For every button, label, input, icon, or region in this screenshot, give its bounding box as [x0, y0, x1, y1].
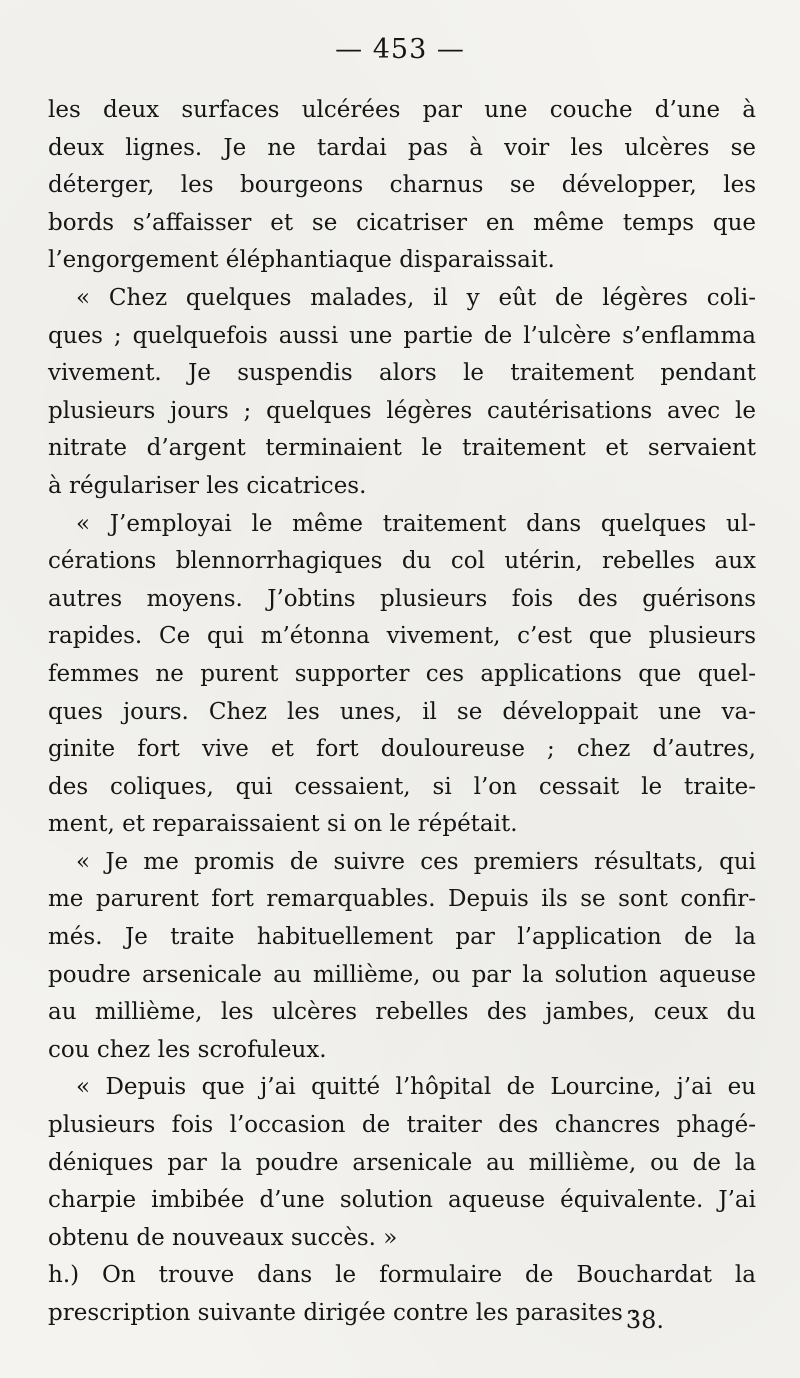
- text-line: charpie imbibée d’une solution aqueuse équivalente. J’ai: [48, 1187, 756, 1214]
- text-line: prescription suivante dirigée contre les parasites :: [48, 1300, 638, 1326]
- text-line: au millième, les ulcères rebelles des jambes, ceux du: [48, 999, 756, 1026]
- text-line: cérations blennorrhagiques du col utérin, rebelles aux: [48, 548, 756, 575]
- text-line: més. Je traite habituellement par l’application de la: [48, 924, 756, 951]
- text-line: déterger, les bourgeons charnus se développer, les: [48, 172, 756, 199]
- text-line: à régulariser les cicatrices.: [48, 472, 367, 499]
- text-line: ment, et reparaissaient si on le répétait.: [48, 811, 518, 838]
- text-line: « Je me promis de suivre ces premiers résultats, qui: [76, 848, 756, 875]
- text-line: l’engorgement éléphantiaque disparaissait.: [48, 247, 555, 274]
- text-line: ginite fort vive et fort douloureuse ; chez d’autres,: [48, 736, 756, 763]
- text-line: plusieurs jours ; quelques légères cautérisations avec le: [48, 397, 756, 424]
- text-line: femmes ne purent supporter ces applications que quel-: [48, 660, 756, 687]
- text-line: des coliques, qui cessaient, si l’on cessait le traite-: [48, 773, 756, 800]
- text-line: deux lignes. Je ne tardai pas à voir les ulcères se: [48, 134, 756, 161]
- text-line: ques jours. Chez les unes, il se développait une va-: [48, 698, 756, 725]
- text-line: vivement. Je suspendis alors le traitement pendant: [48, 360, 756, 387]
- text-line: me parurent fort remarquables. Depuis ils se sont confir-: [48, 886, 756, 913]
- text-line: ques ; quelquefois aussi une partie de l’ulcère s’enflamma: [48, 322, 756, 349]
- text-line: h.) On trouve dans le formulaire de Bouchardat la: [48, 1262, 756, 1289]
- page-number-header: — 453 —: [335, 34, 465, 65]
- text-line: poudre arsenicale au millième, ou par la solution aqueuse: [48, 961, 756, 988]
- text-line: obtenu de nouveaux succès. »: [48, 1224, 398, 1251]
- text-line: rapides. Ce qui m’étonna vivement, c’est que plusieurs: [48, 623, 756, 650]
- text-line: « Chez quelques malades, il y eût de légères coli-: [76, 284, 756, 311]
- signature-mark: 38.: [625, 1306, 664, 1334]
- text-line: « Depuis que j’ai quitté l’hôpital de Lourcine, j’ai eu: [76, 1074, 756, 1101]
- text-line: autres moyens. J’obtins plusieurs fois des guérisons: [48, 585, 756, 612]
- body-text: [48, 92, 756, 1333]
- text-line: les deux surfaces ulcérées par une couche d’une à: [48, 97, 756, 123]
- text-line: bords s’affaisser et se cicatriser en même temps que: [48, 209, 756, 236]
- text-line: cou chez les scrofuleux.: [48, 1036, 327, 1063]
- text-line: plusieurs fois l’occasion de traiter des chancres phagé-: [48, 1112, 756, 1139]
- text-line: « J’employai le même traitement dans quelques ul-: [76, 510, 756, 537]
- text-line: nitrate d’argent terminaient le traitement et servaient: [48, 435, 756, 462]
- text-line: déniques par la poudre arsenicale au millième, ou de la: [48, 1149, 756, 1176]
